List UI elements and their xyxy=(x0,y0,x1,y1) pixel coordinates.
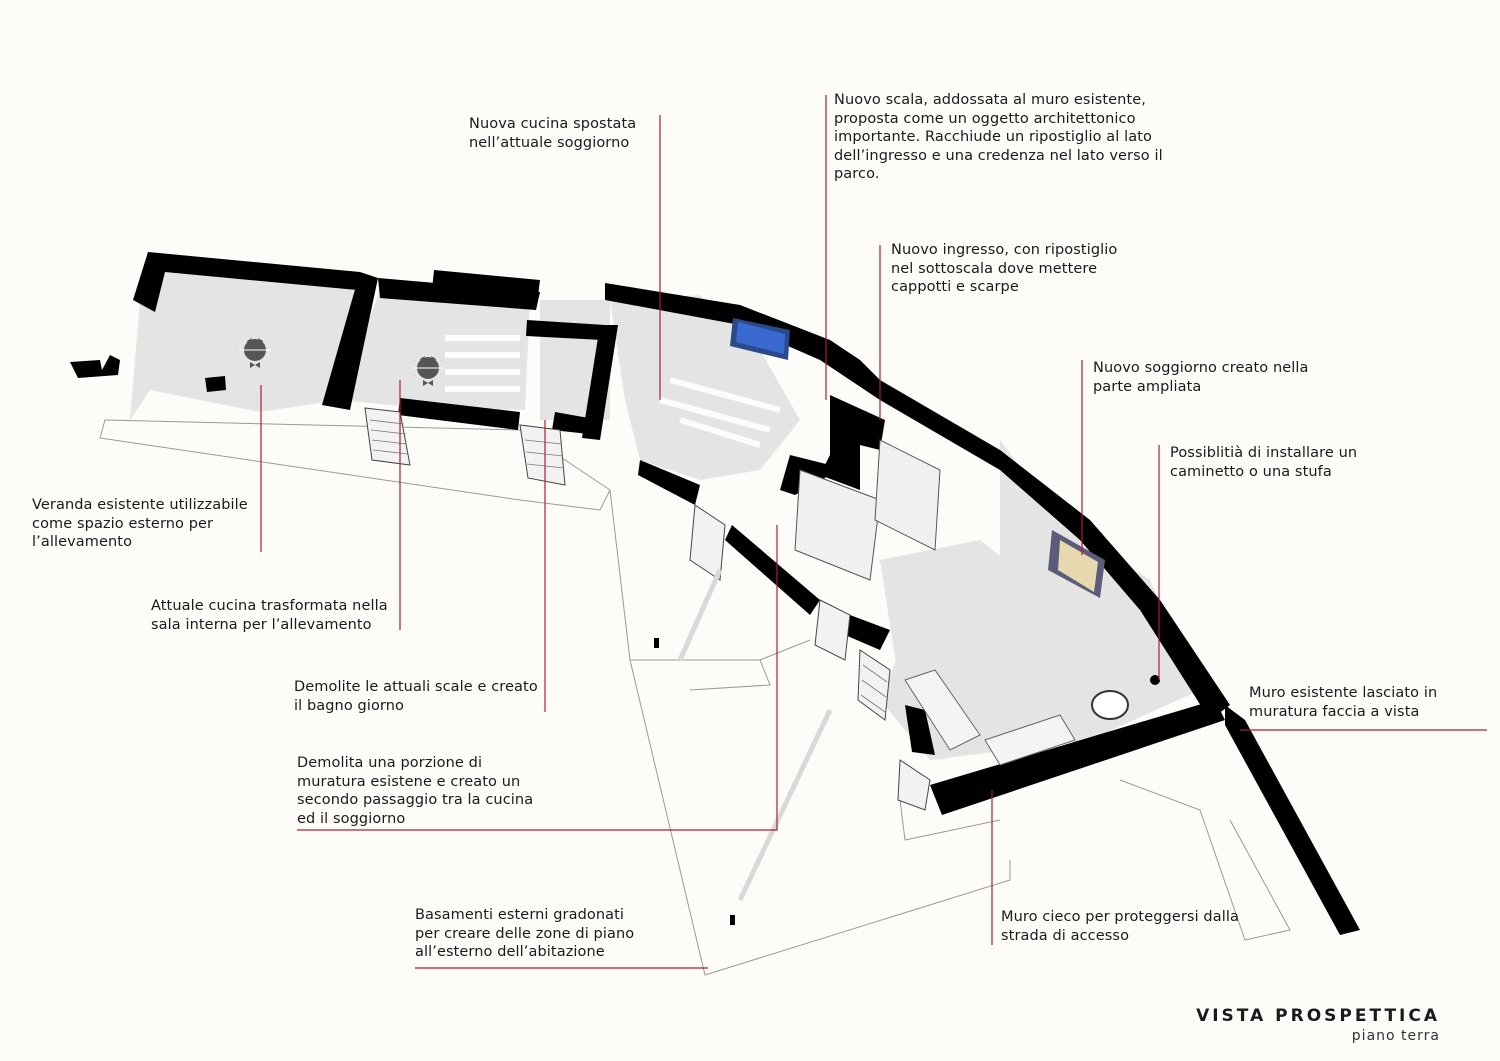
annotation-caminetto: Possiblitià di installare un caminetto o una stufa xyxy=(1170,445,1358,480)
annotation-attuale-cucina: Attuale cucina trasformata nella sala interna per l’allevamento xyxy=(151,598,388,633)
annotation-basamenti: Basamenti esterni gradonati per creare delle zone di piano all’esterno dell’abitazione xyxy=(415,907,635,960)
annotation-muro-esistente: Muro esistente lasciato in muratura faccia a vista xyxy=(1249,685,1438,720)
floors xyxy=(130,265,1200,760)
annotation-demolite-scale: Demolite le attuali scale e creato il bagno giorno xyxy=(294,679,538,714)
exterior-steps xyxy=(680,570,830,900)
drawing-title: VISTA PROSPETTICA xyxy=(1196,1006,1440,1026)
annotation-muro-cieco: Muro cieco per proteggersi dalla strada di accesso xyxy=(1001,909,1239,944)
drawing-subtitle: piano terra xyxy=(1351,1028,1440,1044)
round-table xyxy=(1092,691,1128,719)
annotation-nuova-scala: Nuovo scala, addossata al muro esistente, proposta come un oggetto architettonico importante. Racchiude un ripostiglio al lato dell’ingresso e una credenza nel lato verso il parco. xyxy=(834,92,1163,182)
annotation-nuova-cucina: Nuova cucina spostata nell’attuale soggiorno xyxy=(469,116,637,151)
bollards xyxy=(654,638,735,925)
annotation-demolita-porzione: Demolita una porzione di muratura esistene e creato un secondo passaggio tra la cucina ed il soggiorno xyxy=(297,755,534,827)
annotation-nuovo-soggiorno: Nuovo soggiorno creato nella parte ampliata xyxy=(1093,360,1309,395)
annotation-veranda: Veranda esistente utilizzabile come spazio esterno per l’allevamento xyxy=(32,497,248,550)
annotation-nuovo-ingresso: Nuovo ingresso, con ripostiglio nel sottoscala dove mettere cappotti e scarpe xyxy=(891,242,1118,295)
